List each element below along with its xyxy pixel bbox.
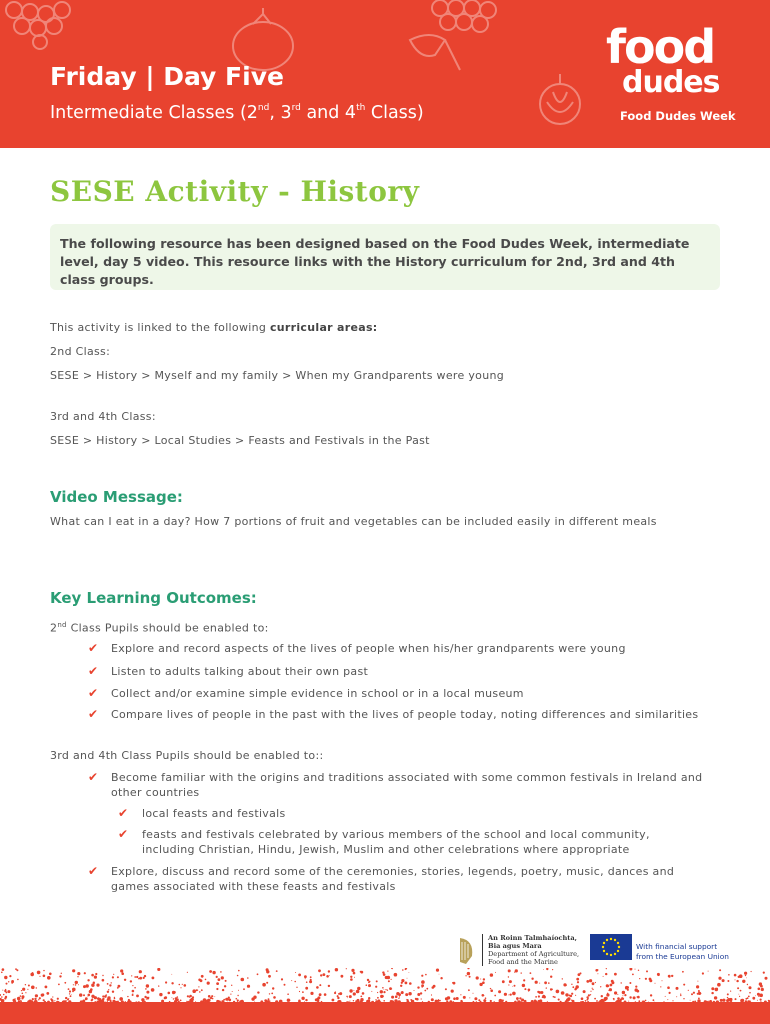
intro-text: The following resource has been designed based on the Food Dudes Week, intermediate level, day 5 video. This resource links with the History curriculum for 2nd, 3rd and 4th class groups. [60,236,690,287]
class2-label: 2nd Class: [50,345,111,358]
check-icon: ✔ [88,864,99,878]
check-icon: ✔ [88,707,99,721]
list-item: Listen to adults talking about their own past [111,665,369,678]
video-text: What can I eat in a day? How 7 portions of fruit and vegetables can be included easily in different meals [50,515,657,528]
eu-flag-icon [590,934,632,960]
check-icon: ✔ [88,686,99,700]
sub-list-item: local feasts and festivals [142,807,286,820]
header-banner [0,0,770,148]
raspberry-illustration [0,0,80,55]
page-subtitle: Intermediate Classes (2nd, 3rd and 4th Class) [50,103,424,123]
check-icon: ✔ [118,806,129,820]
check-icon: ✔ [88,664,99,678]
class34-path: SESE > History > Local Studies > Feasts and Festivals in the Past [50,434,430,447]
list-item: Become familiar with the origins and traditions associated with some common festivals in Ireland and other countries [111,771,703,799]
list-item: Explore and record aspects of the lives of people when his/her grandparents were young [111,642,626,655]
curricular-lead: This activity is linked to the following curricular areas: [50,321,378,334]
decorative-splatter-border [0,968,770,1024]
sub-list-item: feasts and festivals celebrated by various members of the school and local community, including Christian, Hindu, Jewish, Muslim and other celebrations where appropriate [142,828,650,856]
page-title: Friday | Day Five [50,62,284,91]
list-item: Explore, discuss and record some of the ceremonies, stories, legends, poetry, music, dances and games associated with these feasts and festivals [111,865,675,893]
department-logo-text: An Roinn Talmhaíochta, Bia agus Mara Department of Agriculture, Food and the Marine [482,934,588,966]
outcomes-heading: Key Learning Outcomes: [50,589,257,607]
onion-illustration [535,72,585,128]
intro-box [50,224,720,290]
class2-path: SESE > History > Myself and my family > When my Grandparents were young [50,369,505,382]
food-dudes-logo: food dudes [606,20,720,100]
class34-label: 3rd and 4th Class: [50,410,156,423]
eu-support-text: With financial support from the European Union [636,942,729,961]
check-icon: ✔ [88,641,99,655]
harp-icon [456,936,476,966]
check-icon: ✔ [118,827,129,841]
check-icon: ✔ [88,770,99,784]
group1-lead: 2nd Class Pupils should be enabled to: [50,621,269,635]
section-title: SESE Activity - History [50,175,420,208]
video-heading: Video Message: [50,488,183,506]
grapes-illustration [400,0,510,80]
group2-lead: 3rd and 4th Class Pupils should be enabled to:: [50,749,324,762]
list-item: Collect and/or examine simple evidence in school or in a local museum [111,687,524,700]
list-item: Compare lives of people in the past with the lives of people today, noting differences and similarities [111,708,699,721]
logo-caption: Food Dudes Week [620,109,736,123]
